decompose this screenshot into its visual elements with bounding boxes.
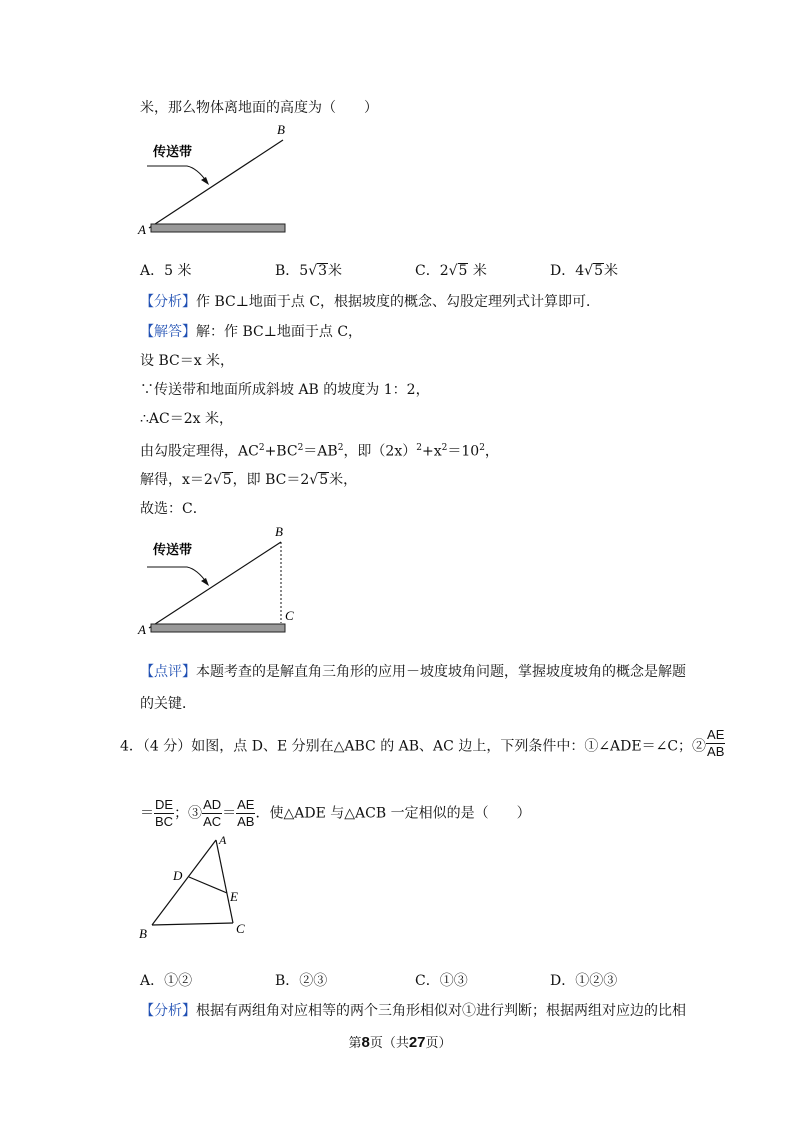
fraction-ae-ab: $\frac{AE}{AB}$ [707, 727, 725, 759]
side-ab [152, 840, 216, 925]
option-d: D．4√5米 [550, 263, 618, 279]
answer-line-2: 设 BC＝x 米， [140, 353, 235, 369]
point-e: E [230, 889, 238, 904]
answer-line-5: 由勾股定理得，$AC^2+BC^2=AB^2$，即$(2x)^2+x^2=10^2$， [140, 443, 499, 460]
comment-line-1: 【点评】本题考查的是解直角三角形的应用－坡度坡角问题，掌握坡度坡角的概念是解题 [140, 664, 686, 680]
segment-de [189, 877, 227, 893]
analysis-tag: 【分析】 [140, 294, 196, 310]
point-c: C [285, 608, 294, 623]
belt-pointer [147, 567, 207, 583]
arrow-head [201, 578, 209, 586]
answer-line-4: ∴AC＝2x 米， [140, 411, 233, 427]
triangle-figure [135, 830, 265, 945]
analysis-line: 【分析】作 BC⊥地面于点 C，根据坡度的概念、勾股定理列式计算即可． [140, 294, 601, 310]
q4-option-a: A．①② [140, 973, 193, 989]
answer-line-7: 故选：C． [140, 501, 207, 517]
point-b: B [277, 122, 285, 137]
page-footer: 第8页（共27页） [348, 1034, 452, 1051]
option-a: A．5 米 [140, 263, 192, 279]
q4-analysis-line: 【分析】根据有两组角对应相等的两个三角形相似对①进行判断；根据两组对应边的比相 [140, 1003, 686, 1019]
arrow-head [201, 177, 209, 185]
option-b: B．5√3米 [275, 263, 343, 279]
vertex-b: B [139, 926, 147, 941]
fraction-ad-ac: $\frac{AD}{AC}$ [203, 797, 222, 829]
answer-line-3: ∵传送带和地面所成斜坡 AB 的坡度为 1：2， [140, 382, 430, 398]
point-d: D [173, 868, 183, 883]
comment-tag: 【点评】 [140, 664, 196, 680]
question-4-stem: 4．（4 分）如图，点 D、E 分别在△ABC 的 AB、AC 边上，下列条件中：①∠ADE＝∠C；② $\frac{AE}{AB}$ [120, 727, 725, 759]
belt-label: 传送带 [153, 144, 193, 159]
answer-tag: 【解答】 [140, 324, 196, 340]
fraction-ae-ab-2: $\frac{AE}{AB}$ [237, 797, 255, 829]
belt-label: 传送带 [153, 542, 193, 557]
comment-line-2: 的关键． [140, 696, 196, 712]
conveyor-figure [135, 122, 310, 237]
ground-bar [151, 624, 285, 632]
fraction-de-bc: $\frac{DE}{BC}$ [155, 797, 174, 829]
q4-analysis-tag: 【分析】 [140, 1003, 196, 1019]
question-stem: 米，那么物体离地面的高度为（ ） [140, 100, 378, 116]
point-b: B [275, 524, 283, 539]
side-bc [152, 923, 233, 925]
vertex-c: C [236, 921, 245, 936]
page-total: 27 [408, 1034, 426, 1051]
point-a: A [138, 622, 146, 637]
side-ac [216, 840, 233, 923]
q4-option-d: D．①②③ [550, 973, 618, 989]
belt-pointer [147, 166, 207, 182]
option-c: C．2√5 米 [415, 263, 487, 279]
answer-line-1: 【解答】解：作 BC⊥地面于点 C， [140, 324, 363, 340]
q4-option-c: C．①③ [415, 973, 468, 989]
question-4-stem-2: ＝ $\frac{DE}{BC}$ ；③ $\frac{AD}{AC}$ ＝ $\frac{AE}{AB}$ ．使△ADE 与△ACB 一定相似的是（ ） [140, 797, 531, 829]
page-number: 8 [361, 1034, 370, 1051]
answer-line-6: 解得，x＝2√5，即 BC＝2√5米， [140, 472, 358, 488]
conveyor-figure-with-c [135, 520, 310, 640]
q4-option-b: B．②③ [275, 973, 328, 989]
point-a: A [138, 222, 146, 237]
ground-bar [151, 224, 285, 232]
vertex-a: A [219, 833, 227, 847]
